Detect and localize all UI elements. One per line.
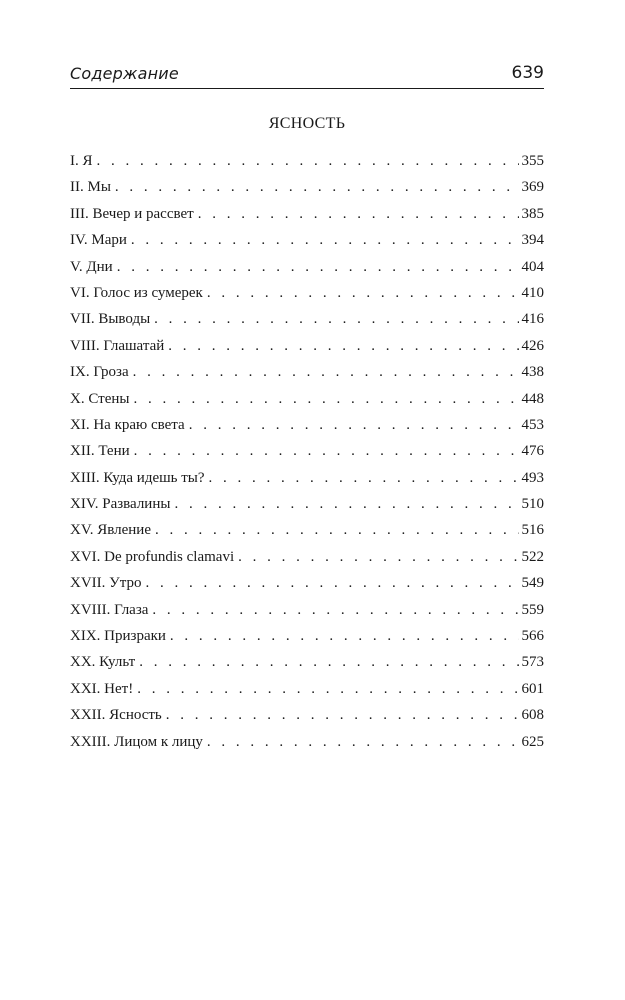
running-head xyxy=(70,62,544,89)
toc-entry-page: 559 xyxy=(521,601,544,618)
dot-leader xyxy=(133,386,518,412)
toc-entry-title: III. Вечер и рассвет xyxy=(70,205,194,222)
page-number: 639 xyxy=(511,63,544,83)
toc-entry-title: XXIII. Лицом к лицу xyxy=(70,733,203,750)
table-of-contents xyxy=(70,148,544,755)
toc-entry-title: IX. Гроза xyxy=(70,364,129,381)
toc-entry-title: II. Мы xyxy=(70,179,111,196)
toc-entry xyxy=(70,254,544,280)
dot-leader xyxy=(209,465,519,491)
dot-leader xyxy=(170,623,519,649)
dot-leader xyxy=(134,438,519,464)
toc-entry xyxy=(70,729,544,755)
dot-leader xyxy=(97,148,519,174)
toc-entry-title: XIII. Куда идешь ты? xyxy=(70,469,205,486)
toc-entry xyxy=(70,570,544,596)
toc-entry-title: XXI. Нет! xyxy=(70,680,134,697)
toc-entry-page: 625 xyxy=(521,733,544,750)
toc-entry-title: XV. Явление xyxy=(70,522,151,539)
toc-entry-title: VII. Выводы xyxy=(70,311,151,328)
toc-entry-title: VI. Голос из сумерек xyxy=(70,284,203,301)
dot-leader xyxy=(152,597,518,623)
dot-leader xyxy=(117,254,519,280)
toc-entry-page: 369 xyxy=(521,179,544,196)
toc-entry-title: XXII. Ясность xyxy=(70,707,162,724)
dot-leader xyxy=(133,359,519,385)
toc-entry xyxy=(70,597,544,623)
toc-entry-page: 608 xyxy=(521,707,544,724)
toc-entry-page: 394 xyxy=(521,232,544,249)
toc-entry-title: X. Стены xyxy=(70,390,130,407)
dot-leader xyxy=(189,412,519,438)
toc-entry-page: 448 xyxy=(521,390,544,407)
toc-entry-title: I. Я xyxy=(70,153,93,169)
toc-entry xyxy=(70,491,544,517)
running-head-title: Содержание xyxy=(70,64,179,83)
dot-leader xyxy=(207,729,519,755)
toc-entry-page: 566 xyxy=(521,628,544,645)
toc-entry-title: XIX. Призраки xyxy=(70,628,166,645)
toc-entry-page: 510 xyxy=(521,496,544,513)
dot-leader xyxy=(115,174,519,200)
toc-entry-page: 404 xyxy=(521,258,544,275)
dot-leader xyxy=(166,702,519,728)
toc-entry xyxy=(70,174,544,200)
dot-leader xyxy=(146,570,519,596)
toc-entry xyxy=(70,333,544,359)
toc-entry-page: 549 xyxy=(521,575,544,592)
toc-entry-title: V. Дни xyxy=(70,258,113,275)
toc-entry xyxy=(70,201,544,227)
dot-leader xyxy=(154,306,518,332)
toc-entry xyxy=(70,227,544,253)
toc-entry xyxy=(70,438,544,464)
dot-leader xyxy=(139,649,518,675)
toc-entry xyxy=(70,702,544,728)
toc-entry-page: 355 xyxy=(521,153,544,169)
section-title: ЯСНОСТЬ xyxy=(268,115,346,132)
toc-entry-page: 522 xyxy=(521,548,544,565)
toc-entry-title: XII. Тени xyxy=(70,443,130,460)
toc-entry xyxy=(70,623,544,649)
toc-entry xyxy=(70,148,544,174)
toc-entry xyxy=(70,465,544,491)
dot-leader xyxy=(238,544,518,570)
toc-entry xyxy=(70,280,544,306)
toc-entry xyxy=(70,517,544,543)
dot-leader xyxy=(207,280,519,306)
toc-entry-page: 410 xyxy=(521,284,544,301)
dot-leader xyxy=(198,201,519,227)
toc-entry xyxy=(70,676,544,702)
toc-entry-page: 573 xyxy=(521,654,544,671)
toc-entry-title: XVII. Утро xyxy=(70,575,142,592)
dot-leader xyxy=(131,227,519,253)
toc-entry xyxy=(70,649,544,675)
toc-entry-title: XX. Культ xyxy=(70,654,136,671)
toc-entry-title: XI. На краю света xyxy=(70,416,185,433)
toc-entry-title: XIV. Развалины xyxy=(70,496,171,513)
toc-entry-title: XVI. De profundis clamavi xyxy=(70,548,235,565)
toc-entry xyxy=(70,386,544,412)
toc-entry-title: VIII. Глашатай xyxy=(70,337,165,354)
toc-entry-page: 438 xyxy=(521,364,544,381)
dot-leader xyxy=(174,491,518,517)
toc-entry-page: 476 xyxy=(521,443,544,460)
toc-entry-page: 453 xyxy=(521,416,544,433)
toc-entry-page: 516 xyxy=(521,522,544,539)
toc-entry-page: 426 xyxy=(521,337,544,354)
toc-entry-page: 385 xyxy=(521,205,544,222)
toc-entry xyxy=(70,359,544,385)
toc-entry-page: 416 xyxy=(521,311,544,328)
toc-entry-title: IV. Мари xyxy=(70,232,127,249)
dot-leader xyxy=(137,676,518,702)
toc-entry xyxy=(70,306,544,332)
toc-entry-title: XVIII. Глаза xyxy=(70,601,149,618)
toc-entry xyxy=(70,544,544,570)
toc-entry-page: 601 xyxy=(521,680,544,697)
dot-leader xyxy=(155,517,519,543)
toc-entry xyxy=(70,412,544,438)
toc-entry-page: 493 xyxy=(521,469,544,486)
dot-leader xyxy=(168,333,518,359)
